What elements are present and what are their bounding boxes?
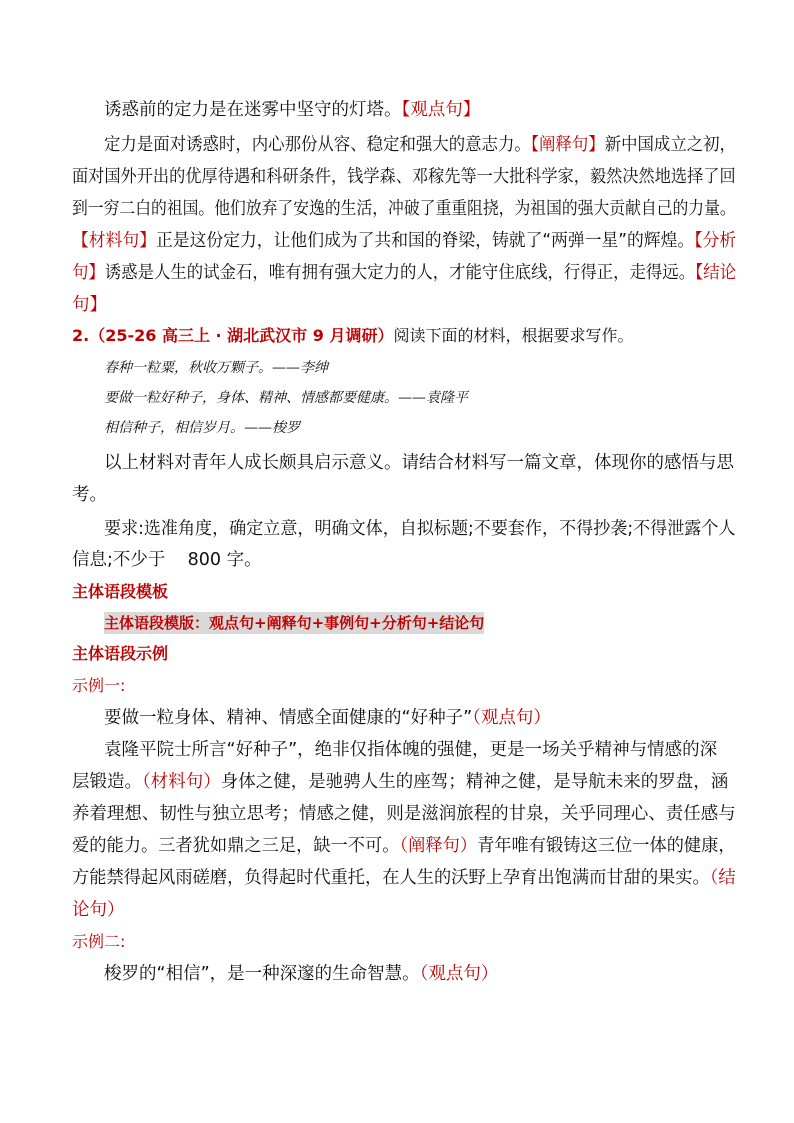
sentence-tag: （观点句）: [472, 708, 551, 728]
sentence-tag: 【分析: [694, 231, 737, 251]
example-label: 示例一:: [72, 676, 126, 695]
example-line: [72, 771, 728, 793]
line-text: 新中国成立之初，: [604, 135, 736, 155]
material-quote: 春种一粒粟，秋收万颗子。——李绅: [104, 360, 328, 376]
material-quote: 相信种子，相信岁月。——梭罗: [104, 420, 300, 436]
line-text: 层锻造。: [72, 772, 142, 792]
viewpoint-paragraph: [104, 99, 480, 121]
sentence-tag: 【观点句】: [401, 100, 481, 120]
sentence-tag: （阐释句）: [399, 836, 478, 856]
sentence-tag: （结: [709, 868, 736, 888]
question-source: 2.（25-26 高三上 · 湖北武汉市 9 月调研）: [72, 326, 394, 345]
question-heading: [72, 325, 633, 347]
material-quote: 要做一粒好种子，身体、精神、情感都要健康。——袁隆平: [104, 390, 468, 406]
body-line: [72, 262, 736, 284]
section-heading: 主体语段模板: [72, 582, 169, 601]
example-line: [104, 707, 551, 729]
requirement-line: 信息;不少于 800 字。: [72, 550, 262, 570]
example-line: [72, 835, 736, 857]
template-formula: 主体语段模版：观点句+阐释句+事例句+分析句+结论句: [104, 614, 485, 632]
sentence-tag: 【材料句】: [72, 231, 156, 251]
body-line: [72, 230, 736, 252]
sentence-tag: 论句）: [72, 900, 125, 920]
sentence-tag: （材料句）: [142, 772, 221, 792]
line-text: 定力是面对诱惑时，内心那份从容、稳定和强大的意志力。: [104, 135, 531, 155]
line-text: 方能禁得起风雨磋磨，负得起时代重托，在人生的沃野上孕育出饱满而甘甜的果实。: [72, 868, 710, 888]
line-text: 要做一粒身体、精神、情感全面健康的“好种子”: [104, 708, 473, 728]
question-instruction: 阅读下面的材料，根据要求写作。: [393, 326, 634, 345]
prompt-line: 考。: [72, 485, 107, 505]
body-line: [104, 134, 736, 156]
example-line: 养着理想、韧性与独立思考；情感之健，则是滋润旅程的甘泉，关乎同理心、责任感与: [72, 804, 736, 824]
example-line: [104, 963, 498, 985]
line-text: 正是这份定力，让他们成为了共和国的脊梁，铸就了“两弹一星”的辉煌。: [156, 231, 695, 251]
sentence-tag: （观点句）: [419, 964, 499, 984]
example-line: [72, 867, 736, 889]
line-text: 青年唯有锻铸这三位一体的健康，: [477, 836, 736, 856]
example-line: 袁隆平院士所言“好种子”，绝非仅指体魄的强健，更是一场关乎精神与情感的深: [104, 740, 718, 760]
example-label: 示例二:: [72, 932, 126, 951]
sentence-tag: 句】: [72, 295, 107, 315]
body-line: 面对国外开出的优厚待遇和科研条件，钱学森、邓稼先等一大批科学家，毅然决然地选择了回: [72, 167, 736, 187]
sentence-tag: 【结论: [695, 263, 737, 283]
section-heading: 主体语段示例: [72, 644, 169, 663]
prompt-line: 以上材料对青年人成长颇具启示意义。请结合材料写一篇文章，体现你的感悟与思: [104, 453, 734, 473]
sentence-tag: 【阐释句】: [530, 135, 605, 155]
line-text: 爱的能力。三者犹如鼎之三足，缺一不可。: [72, 836, 400, 856]
line-text: 身体之健，是驰骋人生的座驾；精神之健，是导航未来的罗盘，涵: [220, 772, 729, 792]
line-text: 梭罗的“相信”，是一种深邃的生命智慧。: [104, 964, 420, 984]
line-text: 诱惑是人生的试金石，唯有拥有强大定力的人，才能守住底线，行得正，走得远。: [104, 263, 696, 283]
requirement-line: 要求:选准角度，确定立意，明确文体，自拟标题;不要套作，不得抄袭;不得泄露个人: [104, 519, 736, 539]
paragraph-text: 诱惑前的定力是在迷雾中坚守的灯塔。: [104, 100, 402, 120]
body-line: 到一穷二白的祖国。他们放弃了安逸的生活，冲破了重重阻挠，为祖国的强大贡献自己的力量。: [72, 199, 736, 219]
sentence-tag: 句】: [72, 263, 105, 283]
